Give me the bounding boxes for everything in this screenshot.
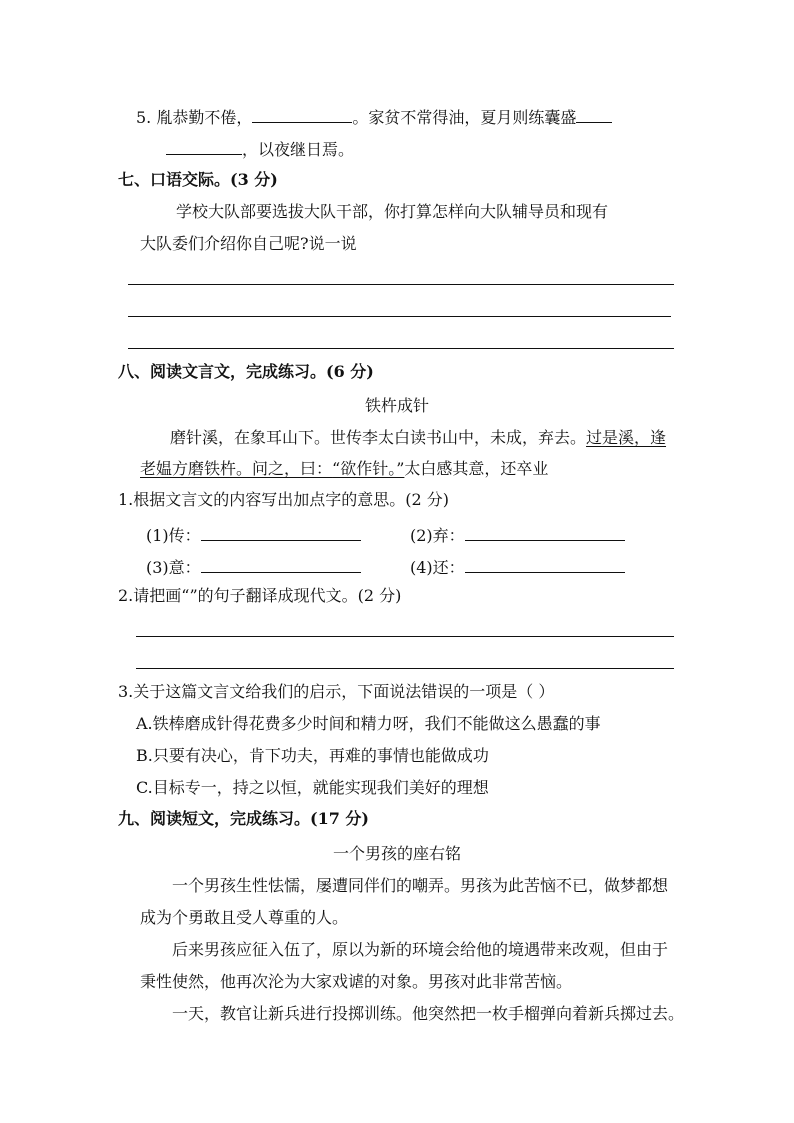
- para2-end: 太白感其意，还卒业: [404, 459, 549, 478]
- section8-title: 铁杵成针: [364, 396, 429, 415]
- answer-line-7a[interactable]: [128, 284, 674, 285]
- answer-line-7b[interactable]: [128, 316, 671, 317]
- section9-heading: 九、阅读短文，完成练习。(17 分): [118, 809, 369, 828]
- section8-para-line1: [170, 430, 666, 446]
- section9-p2-line1: 后来男孩应征入伍了，原以为新的环境会给他的境遇带来改观，但由于: [172, 940, 669, 959]
- section8-title-row: [0, 398, 794, 414]
- section9-p3-line1: 一天，教官让新兵进行投掷训练。他突然把一枚手榴弹向着新兵掷过去。: [172, 1004, 685, 1023]
- q1-item-3-label: (3)意：: [146, 558, 201, 577]
- answer-line-7c[interactable]: [128, 348, 674, 349]
- para1-underlined: 过是溪，逢: [586, 428, 667, 447]
- para2-quote: “欲作针。”: [332, 459, 405, 478]
- q5-blank-3[interactable]: [166, 140, 242, 155]
- section9-p1-line1: 一个男孩生性怯懦，屡遭同伴们的嘲弄。男孩为此苦恼不已，做梦都想: [172, 876, 669, 895]
- para2-plain: 问之，曰：: [252, 459, 333, 478]
- section7-prompt-line2: 大队委们介绍你自己呢?说一说: [140, 234, 357, 253]
- q1-blank-2[interactable]: [465, 526, 625, 541]
- section8-q1: 1.根据文言文的内容写出加点字的意思。(2 分): [118, 490, 450, 509]
- section9-title: 一个男孩的座右铭: [332, 844, 461, 863]
- q1-blank-4[interactable]: [465, 558, 625, 573]
- section8-heading: 八、阅读文言文，完成练习。(6 分): [118, 362, 374, 381]
- section9-p1-line2: 成为个勇敢且受人尊重的人。: [140, 908, 349, 927]
- q1-blank-1[interactable]: [201, 526, 361, 541]
- q5-text-b: 。家贫不常得油，夏月则练囊盛: [352, 108, 577, 127]
- q1-item-2-label: (2)弃：: [410, 526, 465, 545]
- section8-para-line2: [140, 461, 548, 477]
- q5-line2: [166, 140, 354, 158]
- q5-blank-2[interactable]: [576, 108, 612, 123]
- q5-text-a: 5. 胤恭勤不倦，: [136, 108, 253, 127]
- q5-line1: [136, 108, 612, 126]
- answer-line-8a[interactable]: [136, 636, 674, 637]
- section8-q2: 2.请把画“”的句子翻译成现代文。(2 分): [118, 586, 402, 605]
- section9-title-row: [0, 846, 794, 862]
- q3-option-a[interactable]: A.铁棒磨成针得花费多少时间和精力呀，我们不能做这么愚蠢的事: [136, 714, 601, 733]
- q1-item-1: [146, 526, 361, 544]
- q1-item-1-label: (1)传：: [146, 526, 201, 545]
- answer-line-8b[interactable]: [136, 668, 674, 669]
- q1-item-2: [410, 526, 625, 544]
- section7-heading: 七、口语交际。(3 分): [118, 170, 278, 189]
- section7-prompt-line1: 学校大队部要选拔大队干部，你打算怎样向大队辅导员和现有: [176, 202, 609, 221]
- q3-option-c[interactable]: C.目标专一，持之以恒，就能实现我们美好的理想: [136, 778, 489, 797]
- q1-item-3: [146, 558, 361, 576]
- q5-text-c: ，以夜继日焉。: [242, 140, 355, 159]
- section9-p2-line2: 秉性使然，他再次沦为大家戏谑的对象。男孩对此非常苦恼。: [140, 972, 573, 991]
- section8-q3: 3.关于这篇文言文给我们的启示，下面说法错误的一项是（ ）: [118, 682, 555, 701]
- para1-plain: 磨针溪，在象耳山下。世传李太白读书山中，未成，弃去。: [170, 428, 587, 447]
- para2-underlined: 老媪方磨铁杵。: [140, 459, 253, 478]
- q5-blank-1[interactable]: [252, 108, 352, 123]
- q1-item-4: [410, 558, 625, 576]
- q3-option-b[interactable]: B.只要有决心，肯下功夫，再难的事情也能做成功: [136, 746, 489, 765]
- q1-blank-3[interactable]: [201, 558, 361, 573]
- q1-item-4-label: (4)还：: [410, 558, 465, 577]
